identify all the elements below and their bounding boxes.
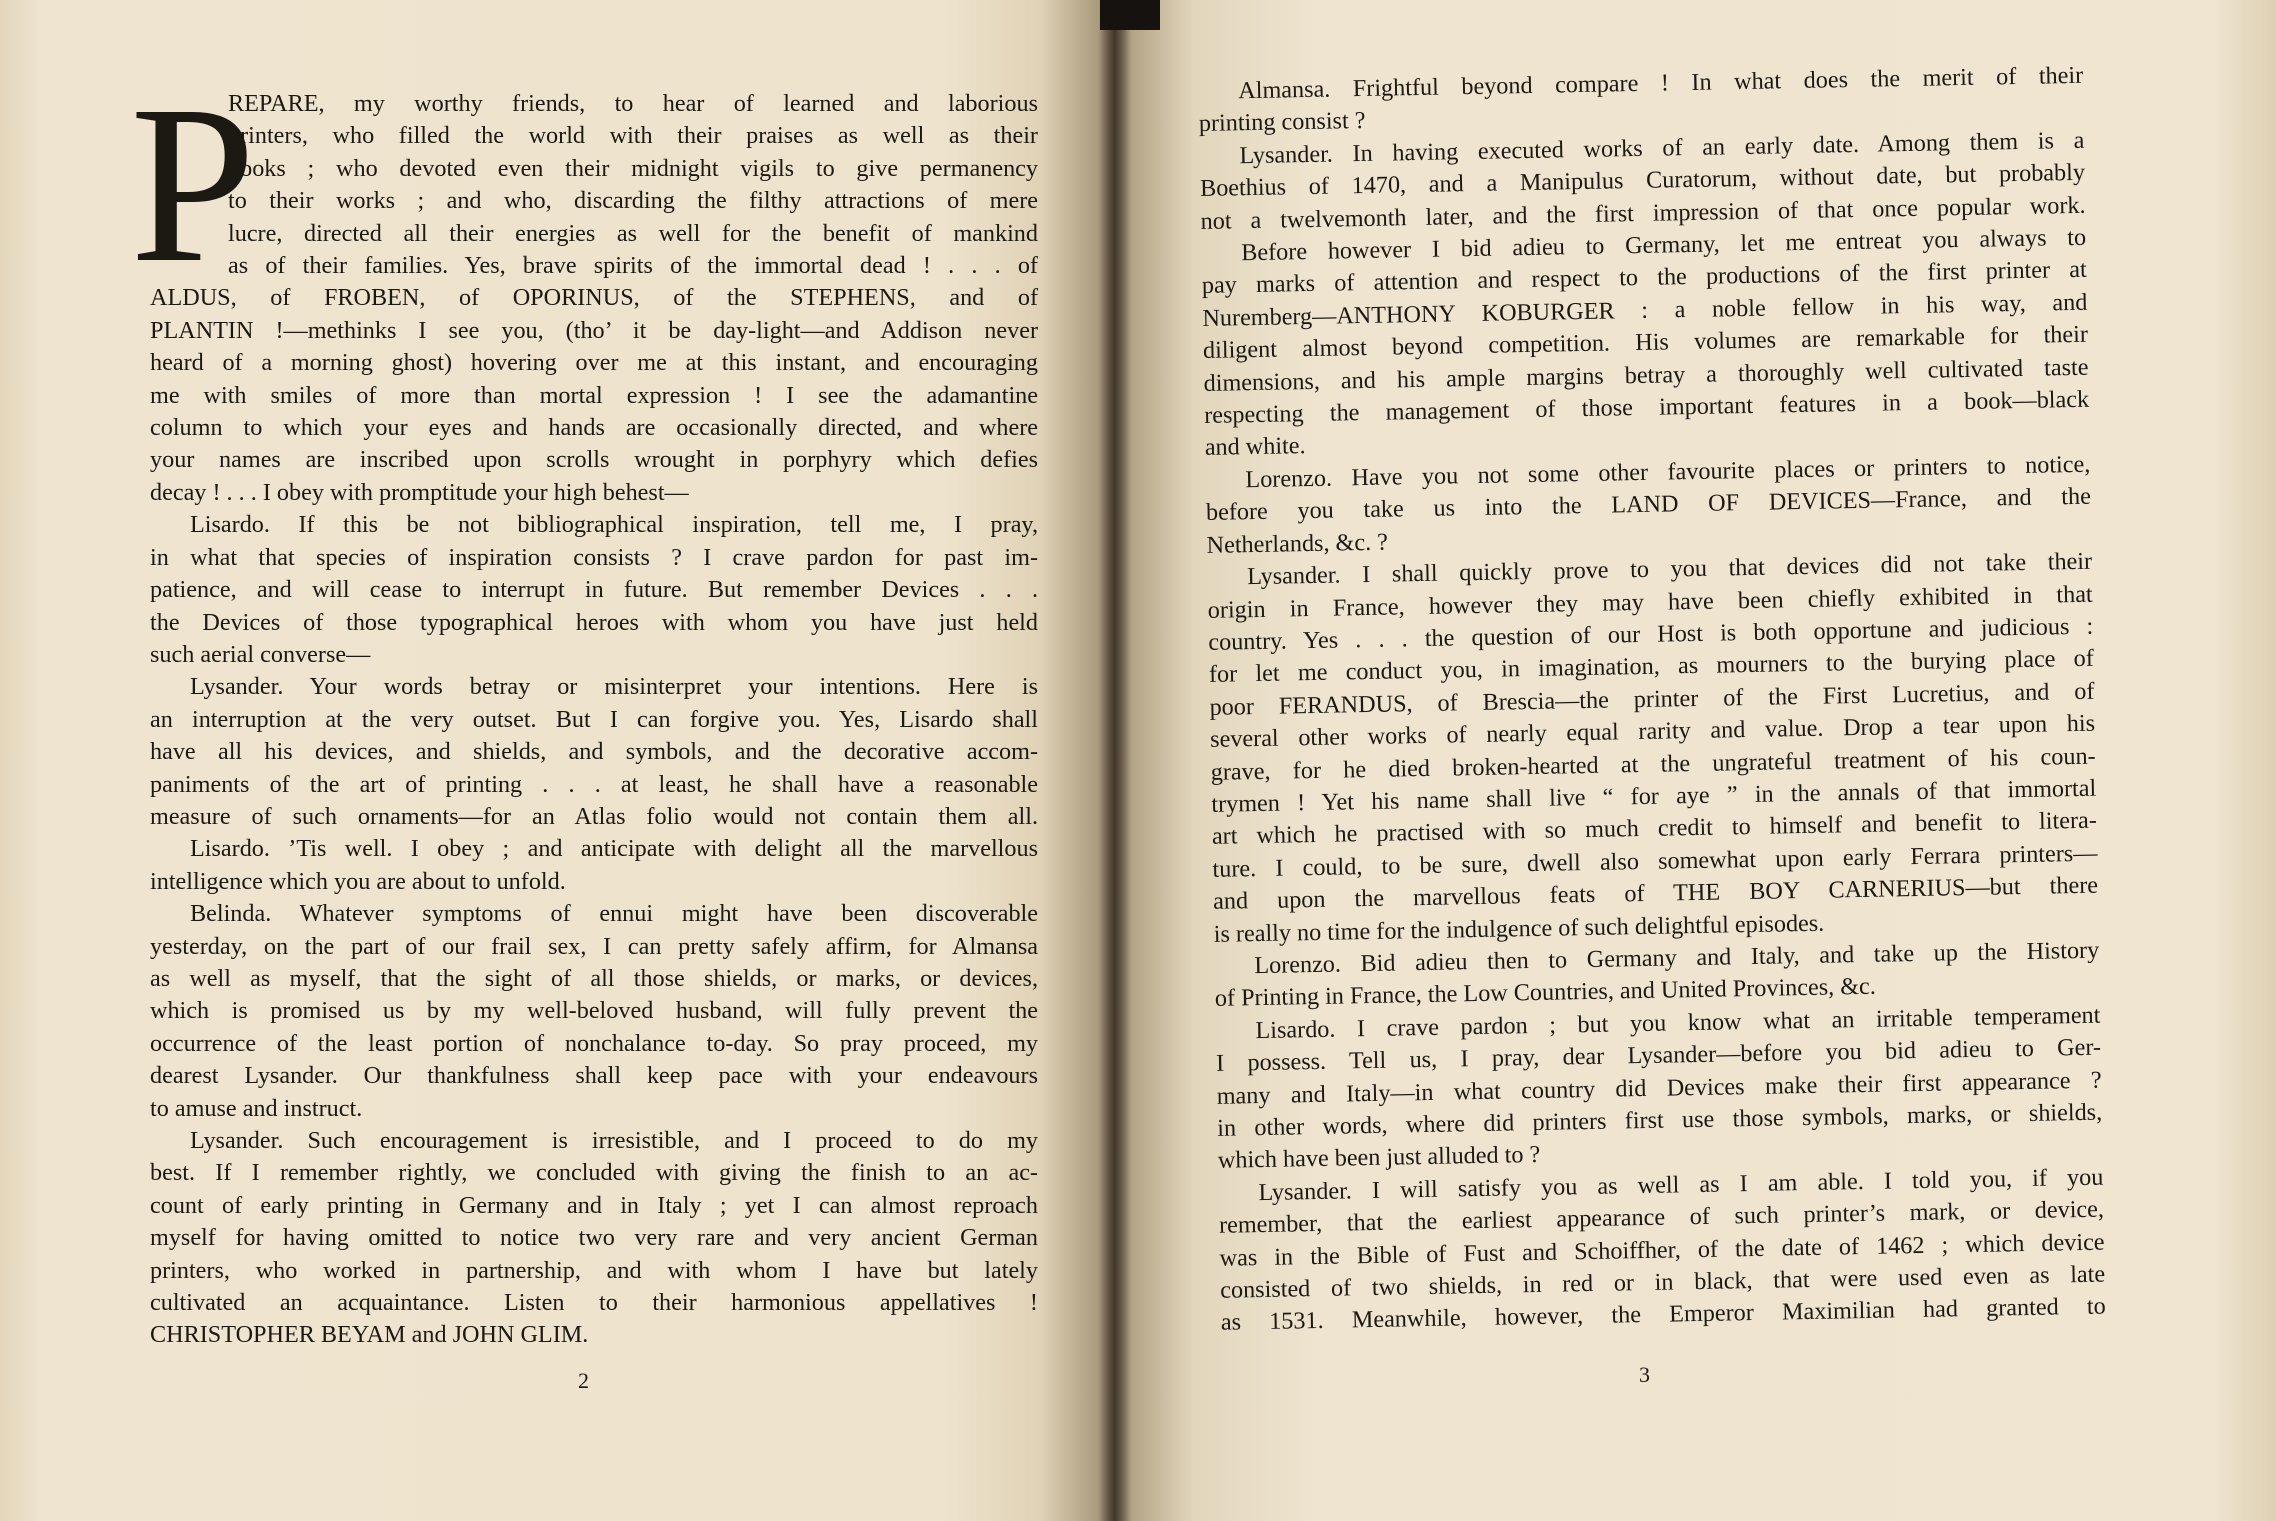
text-line: several other works of nearly equal rarity and value. Drop a tear upon his [1209, 709, 2096, 754]
text-line: I possess. Tell us, I pray, dear Lysander—before you bid adieu to Ger- [1215, 1033, 2102, 1078]
text-line: as well as myself, that the sight of all those shields, or marks, or devices, [150, 964, 1038, 992]
text-line: Lysander. Your words betray or misinterpret your intentions. Here is [190, 673, 1038, 701]
text-line: REPARE, my worthy friends, to hear of learned and laborious [228, 90, 1038, 117]
text-line: cultivated an acquaintance. Listen to their harmonious appellatives ! [150, 1289, 1038, 1317]
text-line: PLANTIN !—methinks I see you, (tho’ it be day-light—and Addison never [150, 316, 1038, 344]
text-line: Lysander. In having executed works of an early date. Among them is a [1239, 126, 2085, 170]
text-line: Lorenzo. Have you not some other favourite places or printers to notice, [1245, 450, 2091, 494]
text-line: CHRISTOPHER BEYAM and JOHN GLIM. [150, 1321, 589, 1349]
drop-cap: P [130, 59, 256, 309]
text-line: was in the Bible of Fust and Schoiffher, of the date of 1462 ; which device [1219, 1228, 2105, 1272]
text-line: for let me conduct you, in imagination, as mourners to the burying place of [1208, 644, 2095, 689]
text-line: in other words, where did printers first use those symbols, marks, or shields, [1217, 1098, 2103, 1142]
text-line: origin in France, however they may have been chiefly exhibited in that [1207, 580, 2093, 624]
text-line: pay marks of attention and respect to the productions of the first printer at [1201, 256, 2087, 300]
text-line: Lorenzo. Bid adieu then to Germany and Italy, and take up the History [1254, 936, 2100, 980]
text-line: Lisardo. If this be not bibliographical inspiration, tell me, I pray, [190, 511, 1038, 539]
text-line: trymen ! Yet his name shall live “ for aye ” in the annals of that immortal [1211, 774, 2097, 818]
text-line: such aerial converse— [150, 640, 371, 668]
text-line: consisted of two shields, in red or in black, that were used even as late [1220, 1260, 2106, 1304]
text-line: not a twelvemonth later, and the first impression of that once popular work. [1200, 191, 2086, 235]
left-page-text [150, 88, 1038, 1352]
text-line: country. Yes . . . the question of our Host is both opportune and judicious : [1208, 612, 2094, 656]
background-corner [1100, 0, 1160, 30]
text-line: printing consist ? [1198, 107, 1366, 138]
text-line: decay ! . . . I obey with promptitude your high behest— [150, 478, 689, 506]
text-line: Before however I bid adieu to Germany, let me entreat you always to [1240, 223, 2087, 267]
text-line: grave, for he died broken-hearted at the ungrateful treatment of his coun- [1210, 742, 2096, 786]
text-line: books ; who devoted even their midnight vigils to give permanency [228, 154, 1038, 182]
text-line: ALDUS, of FROBEN, of OPORINUS, of the STEPHENS, and of [150, 284, 1038, 312]
text-line: your names are inscribed upon scrolls wrought in porphyry which defies [150, 446, 1038, 474]
page-number-left: 2 [578, 1368, 589, 1393]
text-line: intelligence which you are about to unfold. [150, 867, 566, 895]
text-line: which is promised us by my well-beloved husband, will fully prevent the [150, 997, 1038, 1025]
text-line: Nuremberg—ANTHONY KOBURGER : a noble fellow in his way, and [1202, 288, 2088, 332]
text-line: poor FERANDUS, of Brescia—the printer of the First Lucretius, and of [1209, 677, 2095, 721]
text-line: which have been just alluded to ? [1217, 1141, 1541, 1175]
text-line: patience, and will cease to interrupt in future. But remember Devices . . . [150, 576, 1038, 604]
text-line: Lysander. I will satisfy you as well as I am able. I told you, if you [1258, 1163, 2104, 1206]
text-line: the Devices of those typographical heroes with whom you have just held [150, 608, 1038, 636]
text-line: Netherlands, &c. ? [1206, 528, 1389, 559]
book-gutter [1098, 0, 1130, 1521]
text-line: me with smiles of more than mortal expression ! I see the adamantine [150, 381, 1038, 409]
text-line: as of their families. Yes, brave spirits of the immortal dead ! . . . of [228, 252, 1038, 280]
text-line: yesterday, on the part of our frail sex, I can pretty safely affirm, for Almansa [150, 932, 1038, 960]
text-line: dimensions, and his ample margins betray a thoroughly well cultivated taste [1203, 353, 2089, 397]
text-line: respecting the management of those important features in a book—black [1203, 385, 2090, 430]
text-line: heard of a morning ghost) hovering over me at this instant, and encouraging [150, 349, 1038, 377]
text-line: printers, who worked in partnership, and with whom I have but lately [150, 1256, 1038, 1284]
text-line: measure of such ornaments—for an Atlas folio would not contain them all. [150, 802, 1038, 830]
text-line: and upon the marvellous feats of THE BOY CARNERIUS—but there [1212, 871, 2099, 916]
text-line: count of early printing in Germany and in Italy ; yet I can almost reproach [150, 1191, 1038, 1219]
text-line: ture. I could, to be sure, dwell also somewhat upon early Ferrara printers— [1212, 839, 2098, 883]
page-number-right: 3 [1639, 1362, 1650, 1387]
text-line: Boethius of 1470, and a Manipulus Curatorum, without date, but probably [1199, 158, 2086, 203]
text-line: diligent almost beyond competition. His volumes are remarkable for their [1202, 320, 2089, 365]
text-line: Lysander. I shall quickly prove to you that devices did not take their [1246, 547, 2093, 591]
text-line: of Printing in France, the Low Countries, and United Provinces, &c. [1214, 973, 1877, 1013]
text-line: before you take us into the LAND OF DEVICES—France, and the [1205, 482, 2092, 527]
text-line: in what that species of inspiration consists ? I crave pardon for past im- [150, 543, 1038, 571]
text-line: myself for having omitted to notice two very rare and very ancient German [150, 1224, 1038, 1252]
text-line: dearest Lysander. Our thankfulness shall keep pace with your endeavours [150, 1062, 1038, 1090]
text-line: Lisardo. I crave pardon ; but you know what an irritable temperament [1255, 1001, 2101, 1044]
text-line: art which he practised with so much credit to himself and benefit to litera- [1211, 807, 2098, 851]
text-line: column to which your eyes and hands are occasionally directed, and where [150, 414, 1038, 442]
text-line: occurrence of the least portion of nonchalance to-day. So pray proceed, my [150, 1029, 1038, 1057]
text-line: to amuse and instruct. [150, 1094, 363, 1122]
text-line: lucre, directed all their energies as well for the benefit of mankind [228, 219, 1038, 247]
text-line: many and Italy—in what country did Devices make their first appearance ? [1216, 1066, 2102, 1110]
text-line: Almansa. Frightful beyond compare ! In what does the merit of their [1238, 61, 2084, 105]
text-line: paniments of the art of printing . . . at least, he shall have a reasonable [150, 770, 1038, 798]
text-line: remember, that the earliest appearance of such printer’s mark, or device, [1218, 1195, 2105, 1240]
text-line: and white. [1204, 432, 1306, 462]
text-line: Belinda. Whatever symptoms of ennui might have been discoverable [190, 900, 1038, 928]
text-line: is really no time for the indulgence of such delightful episodes. [1213, 909, 1825, 948]
right-page-text [1198, 60, 2106, 1340]
text-line: an interruption at the very outset. But I can forgive you. Yes, Lisardo shall [150, 705, 1038, 733]
text-line: best. If I remember rightly, we concluded with giving the finish to an ac- [150, 1159, 1038, 1187]
text-line: printers, who filled the world with their praises as well as their [228, 122, 1038, 150]
text-line: have all his devices, and shields, and symbols, and the decorative accom- [150, 738, 1038, 766]
text-line: to their works ; and who, discarding the filthy attractions of mere [228, 187, 1038, 215]
text-line: Lysander. Such encouragement is irresistible, and I proceed to do my [190, 1127, 1038, 1154]
text-line: as 1531. Meanwhile, however, the Emperor Maximilian had granted to [1220, 1293, 2106, 1337]
text-line: Lisardo. ’Tis well. I obey ; and anticipate with delight all the marvellous [190, 835, 1038, 863]
